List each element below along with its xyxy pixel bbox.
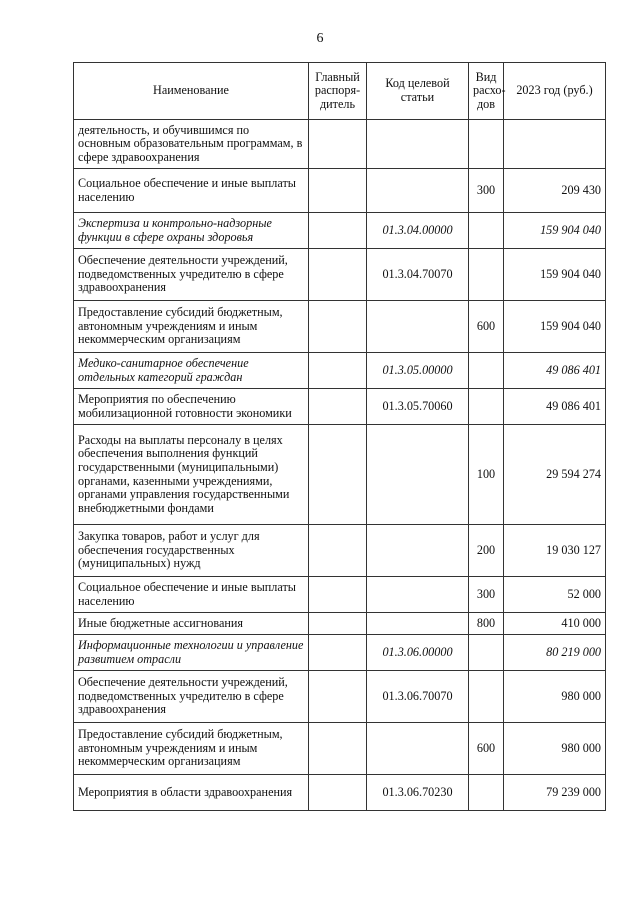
amount-cell: 410 000	[504, 613, 606, 635]
admin-cell	[309, 723, 367, 775]
amount-cell: 159 904 040	[504, 249, 606, 301]
code-cell	[367, 723, 469, 775]
table-row	[74, 301, 606, 353]
budget-table	[73, 62, 606, 811]
admin-cell	[309, 671, 367, 723]
type-cell: 300	[469, 577, 504, 613]
admin-cell	[309, 425, 367, 525]
admin-cell	[309, 525, 367, 577]
name-cell: Мероприятия по обеспечению мобилизационной готовности экономики	[74, 389, 309, 425]
admin-cell	[309, 249, 367, 301]
amount-cell: 49 086 401	[504, 389, 606, 425]
name-cell: Расходы на выплаты персоналу в целях обеспечения выполнения функций государственными (муниципальными) органами, казенными учреждениями, органами управления государственными внебюджетными фондами	[74, 425, 309, 525]
header-admin: Главный распоря-дитель	[309, 63, 367, 120]
code-cell	[367, 425, 469, 525]
name-cell: Предоставление субсидий бюджетным, автономным учреждениям и иным некоммерческим организациям	[74, 723, 309, 775]
name-cell: Обеспечение деятельности учреждений, подведомственных учредителю в сфере здравоохранения	[74, 249, 309, 301]
code-cell: 01.3.06.70070	[367, 671, 469, 723]
admin-cell	[309, 635, 367, 671]
type-cell	[469, 671, 504, 723]
type-cell	[469, 635, 504, 671]
name-cell: Медико-санитарное обеспечение отдельных категорий граждан	[74, 353, 309, 389]
type-cell	[469, 389, 504, 425]
code-cell	[367, 301, 469, 353]
name-cell: Закупка товаров, работ и услуг для обеспечения государственных (муниципальных) нужд	[74, 525, 309, 577]
type-cell	[469, 213, 504, 249]
type-cell: 200	[469, 525, 504, 577]
code-cell: 01.3.05.00000	[367, 353, 469, 389]
type-cell	[469, 249, 504, 301]
table-row	[74, 671, 606, 723]
amount-cell: 209 430	[504, 169, 606, 213]
table-row	[74, 577, 606, 613]
amount-cell: 980 000	[504, 671, 606, 723]
amount-cell: 980 000	[504, 723, 606, 775]
name-cell: Мероприятия в области здравоохранения	[74, 775, 309, 811]
name-cell: Информационные технологии и управление развитием отрасли	[74, 635, 309, 671]
amount-cell: 159 904 040	[504, 213, 606, 249]
type-cell: 100	[469, 425, 504, 525]
header-code: Код целевой статьи	[367, 63, 469, 120]
table-header	[74, 63, 606, 120]
table-row	[74, 775, 606, 811]
code-cell	[367, 525, 469, 577]
admin-cell	[309, 120, 367, 169]
amount-cell: 52 000	[504, 577, 606, 613]
table-row	[74, 249, 606, 301]
header-amount: 2023 год (руб.)	[504, 63, 606, 120]
name-cell: деятельность, и обучившимся по основным образовательным программам, в сфере здравоохранения	[74, 120, 309, 169]
name-cell: Социальное обеспечение и иные выплаты населению	[74, 169, 309, 213]
table-row	[74, 723, 606, 775]
type-cell	[469, 353, 504, 389]
admin-cell	[309, 353, 367, 389]
type-cell: 600	[469, 723, 504, 775]
code-cell: 01.3.06.70230	[367, 775, 469, 811]
table-row	[74, 213, 606, 249]
code-cell	[367, 120, 469, 169]
table-row	[74, 353, 606, 389]
name-cell: Обеспечение деятельности учреждений, подведомственных учредителю в сфере здравоохранения	[74, 671, 309, 723]
header-row	[74, 63, 606, 120]
amount-cell: 79 239 000	[504, 775, 606, 811]
type-cell	[469, 775, 504, 811]
admin-cell	[309, 169, 367, 213]
admin-cell	[309, 577, 367, 613]
table-row	[74, 425, 606, 525]
code-cell: 01.3.04.00000	[367, 213, 469, 249]
admin-cell	[309, 301, 367, 353]
type-cell: 300	[469, 169, 504, 213]
table-row	[74, 635, 606, 671]
page-number: 6	[316, 31, 324, 46]
name-cell: Экспертиза и контрольно-надзорные функции в сфере охраны здоровья	[74, 213, 309, 249]
header-type: Вид расхо-дов	[469, 63, 504, 120]
code-cell: 01.3.06.00000	[367, 635, 469, 671]
table-row	[74, 169, 606, 213]
code-cell	[367, 613, 469, 635]
admin-cell	[309, 775, 367, 811]
amount-cell: 29 594 274	[504, 425, 606, 525]
amount-cell: 159 904 040	[504, 301, 606, 353]
header-name: Наименование	[74, 63, 309, 120]
code-cell	[367, 577, 469, 613]
amount-cell: 49 086 401	[504, 353, 606, 389]
table-row	[74, 389, 606, 425]
code-cell	[367, 169, 469, 213]
admin-cell	[309, 213, 367, 249]
code-cell: 01.3.04.70070	[367, 249, 469, 301]
amount-cell: 19 030 127	[504, 525, 606, 577]
type-cell: 600	[469, 301, 504, 353]
name-cell: Социальное обеспечение и иные выплаты населению	[74, 577, 309, 613]
type-cell: 800	[469, 613, 504, 635]
table-body	[74, 120, 606, 811]
name-cell: Иные бюджетные ассигнования	[74, 613, 309, 635]
table-row	[74, 525, 606, 577]
name-cell: Предоставление субсидий бюджетным, автономным учреждениям и иным некоммерческим организациям	[74, 301, 309, 353]
amount-cell: 80 219 000	[504, 635, 606, 671]
amount-cell	[504, 120, 606, 169]
type-cell	[469, 120, 504, 169]
table-row	[74, 613, 606, 635]
code-cell: 01.3.05.70060	[367, 389, 469, 425]
table-row	[74, 120, 606, 169]
admin-cell	[309, 389, 367, 425]
admin-cell	[309, 613, 367, 635]
